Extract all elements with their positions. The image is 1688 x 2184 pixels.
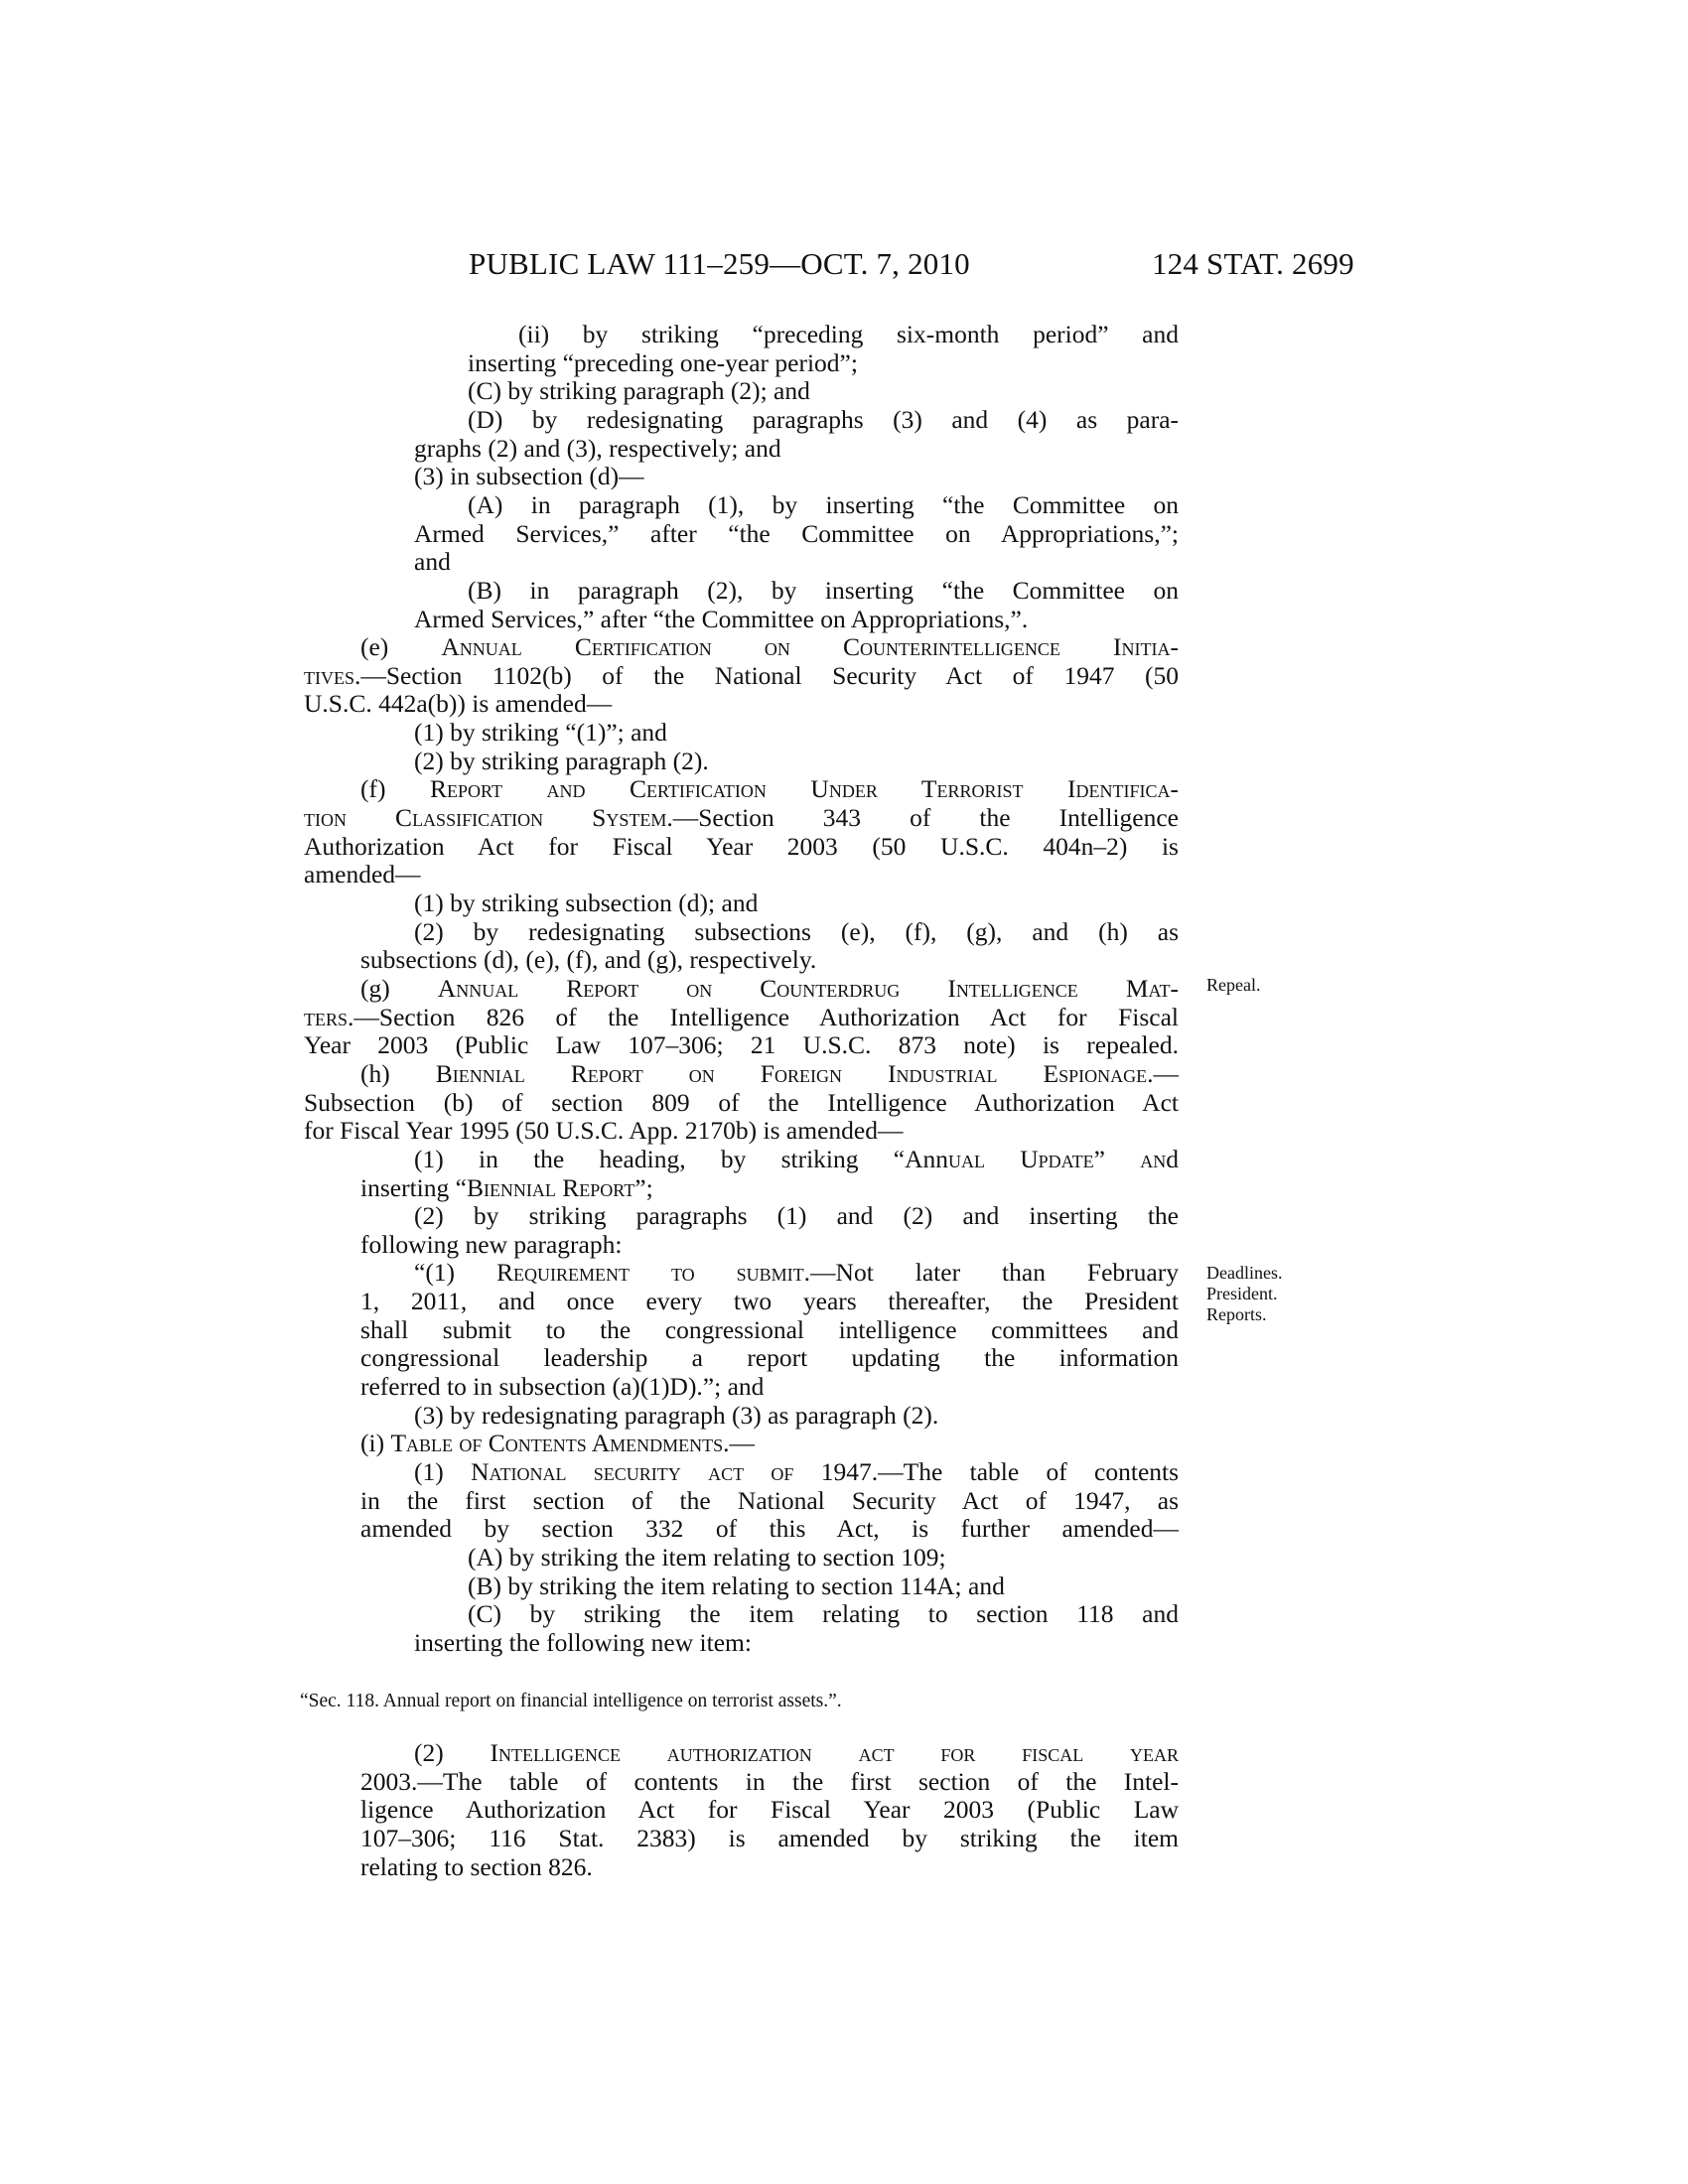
line-text: inserting “Biennial Report”; — [360, 1172, 653, 1202]
line-text: inserting the following new item: — [414, 1627, 752, 1657]
statute-line — [0, 405, 1688, 435]
statute-line — [0, 917, 1688, 947]
statute-line — [0, 888, 1688, 918]
statute-line — [0, 774, 1688, 804]
line-text: (C) by striking the item relating to section 118 and — [468, 1599, 1179, 1629]
statute-line — [0, 1230, 1688, 1260]
statute-line — [0, 1258, 1688, 1288]
statute-line — [0, 1287, 1688, 1316]
line-text: (B) in paragraph (2), by inserting “the Committee on — [468, 575, 1179, 605]
line-text: (1) National security act of 1947.—The table of contents — [414, 1457, 1180, 1486]
line-text: (2) by striking paragraph (2). — [414, 746, 709, 775]
statute-page-number: 124 STAT. 2699 — [1152, 246, 1354, 281]
line-text: inserting “preceding one-year period”; — [468, 347, 858, 377]
margin-note-repeal: Repeal. — [1206, 975, 1261, 995]
line-text: (1) by striking “(1)”; and — [414, 718, 667, 748]
statute-line — [0, 1088, 1688, 1118]
line-text: following new paragraph: — [360, 1229, 623, 1259]
line-text: (C) by striking paragraph (2); and — [468, 376, 810, 406]
statute-line — [0, 576, 1688, 606]
line-text: Authorization Act for Fiscal Year 2003 (50 U.S.C. 404n–2) is — [304, 831, 1179, 861]
line-text: (1) in the heading, by striking “Annual Update” and — [414, 1144, 1179, 1173]
statute-line — [0, 376, 1688, 406]
line-text: referred to in subsection (a)(1)D).”; and — [360, 1372, 765, 1402]
statute-line — [0, 832, 1688, 862]
statute-line — [0, 1486, 1688, 1516]
statute-line — [0, 605, 1688, 634]
statute-line — [0, 1571, 1688, 1601]
statute-line — [0, 434, 1688, 464]
statute-line — [0, 1401, 1688, 1431]
statute-continued-line — [0, 1738, 1688, 1768]
statute-continued-line — [0, 1795, 1688, 1825]
statute-line — [0, 1145, 1688, 1174]
statute-line — [0, 1030, 1688, 1060]
line-text: 1, 2011, and once every two years thereafter, the President — [360, 1287, 1179, 1316]
statute-continued-line — [0, 1767, 1688, 1797]
statute-line — [0, 689, 1688, 719]
law-title: PUBLIC LAW 111–259—OCT. 7, 2010 — [469, 246, 970, 281]
line-text: Year 2003 (Public Law 107–306; 21 U.S.C. 873 note) is repealed. — [304, 1030, 1179, 1060]
statute-line — [0, 490, 1688, 520]
line-text: shall submit to the congressional intelligence committees and — [360, 1314, 1179, 1344]
line-text: (h) Biennial Report on Foreign Industrial Espionage.— — [360, 1058, 1179, 1088]
line-text: 107–306; 116 Stat. 2383) is amended by striking the item — [360, 1823, 1179, 1852]
line-text: graphs (2) and (3), respectively; and — [414, 433, 781, 463]
statute-line — [0, 661, 1688, 691]
statute-line — [0, 1599, 1688, 1629]
statute-line — [0, 718, 1688, 748]
line-text: (3) in subsection (d)— — [414, 462, 644, 491]
statute-line — [0, 1429, 1688, 1458]
line-text: (B) by striking the item relating to section 114A; and — [468, 1570, 1005, 1600]
line-text: (2) Intelligence authorization act for fiscal year — [414, 1738, 1180, 1767]
statute-line — [0, 1315, 1688, 1345]
statute-line — [0, 519, 1688, 549]
line-text: (g) Annual Report on Counterdrug Intelligence Mat- — [360, 973, 1180, 1003]
line-text: (3) by redesignating paragraph (3) as paragraph (2). — [414, 1400, 939, 1430]
line-text: Armed Services,” after “the Committee on Appropriations,”; — [414, 518, 1179, 548]
statute-line — [0, 1543, 1688, 1572]
margin-note-deadlines: Deadlines. — [1206, 1263, 1283, 1283]
statute-line — [0, 1628, 1688, 1658]
statute-line — [0, 462, 1688, 491]
line-text: Armed Services,” after “the Committee on Appropriations,”. — [414, 604, 1029, 633]
statute-line — [0, 1059, 1688, 1089]
line-text: (f) Report and Certification Under Terrorist Identifica- — [360, 774, 1179, 804]
statute-line — [0, 547, 1688, 577]
line-text: ligence Authorization Act for Fiscal Year 2003 (Public Law — [360, 1795, 1179, 1825]
statute-line — [0, 1201, 1688, 1231]
line-text: (i) Table of Contents Amendments.— — [360, 1429, 756, 1458]
statute-continued-line — [0, 1824, 1688, 1853]
line-text: (D) by redesignating paragraphs (3) and (4) as para- — [468, 404, 1179, 434]
statute-line — [0, 1514, 1688, 1544]
statute-line — [0, 1372, 1688, 1402]
line-text: tives.—Section 1102(b) of the National Security Act of 1947 (50 — [304, 660, 1179, 690]
statute-line — [0, 1457, 1688, 1487]
line-text: ters.—Section 826 of the Intelligence Authorization Act for Fiscal — [304, 1002, 1179, 1031]
line-text: for Fiscal Year 1995 (50 U.S.C. App. 2170b) is amended— — [304, 1116, 904, 1146]
line-text: (2) by striking paragraphs (1) and (2) and inserting the — [414, 1201, 1179, 1231]
statute-line — [0, 632, 1688, 662]
statute-line — [0, 803, 1688, 833]
line-text: subsections (d), (e), (f), and (g), respectively. — [360, 945, 817, 975]
line-text: U.S.C. 442a(b)) is amended— — [304, 689, 613, 719]
line-text: Subsection (b) of section 809 of the Intelligence Authorization Act — [304, 1087, 1179, 1117]
line-text: (e) Annual Certification on Counterintelligence Initia- — [360, 632, 1179, 662]
margin-note-reports: Reports. — [1206, 1304, 1267, 1324]
line-text: congressional leadership a report updating the information — [360, 1343, 1179, 1373]
statute-line — [0, 945, 1688, 975]
line-text: (ii) by striking “preceding six-month period” and — [518, 320, 1179, 348]
line-text: relating to section 826. — [360, 1851, 593, 1881]
line-text: (A) in paragraph (1), by inserting “the Committee on — [468, 489, 1179, 519]
line-text: (A) by striking the item relating to section 109; — [468, 1542, 946, 1571]
statute-line — [0, 320, 1688, 349]
statute-line — [0, 860, 1688, 889]
statute-line — [0, 1343, 1688, 1373]
statute-line — [0, 1003, 1688, 1032]
statute-line — [0, 974, 1688, 1004]
statute-line — [0, 747, 1688, 776]
line-text: tion Classification System.—Section 343 of the Intelligence — [304, 803, 1179, 833]
line-text: and — [414, 547, 451, 577]
statute-continued-line — [0, 1852, 1688, 1882]
line-text: “(1) Requirement to submit.—Not later than February — [414, 1258, 1179, 1288]
line-text: amended— — [304, 860, 421, 889]
line-text: (2) by redesignating subsections (e), (f), (g), and (h) as — [414, 916, 1179, 946]
running-header — [0, 246, 1688, 286]
margin-note-president: President. — [1206, 1284, 1278, 1303]
statute-line — [0, 1173, 1688, 1203]
line-text: in the first section of the National Security Act of 1947, as — [360, 1485, 1179, 1515]
statute-line — [0, 1116, 1688, 1146]
line-text: (1) by striking subsection (d); and — [414, 888, 759, 917]
toc-inserted-item: “Sec. 118. Annual report on financial intelligence on terrorist assets.”. — [300, 1691, 842, 1711]
line-text: amended by section 332 of this Act, is further amended— — [360, 1514, 1179, 1544]
line-text: 2003.—The table of contents in the first section of the Intel- — [360, 1766, 1179, 1796]
statute-line — [0, 348, 1688, 378]
